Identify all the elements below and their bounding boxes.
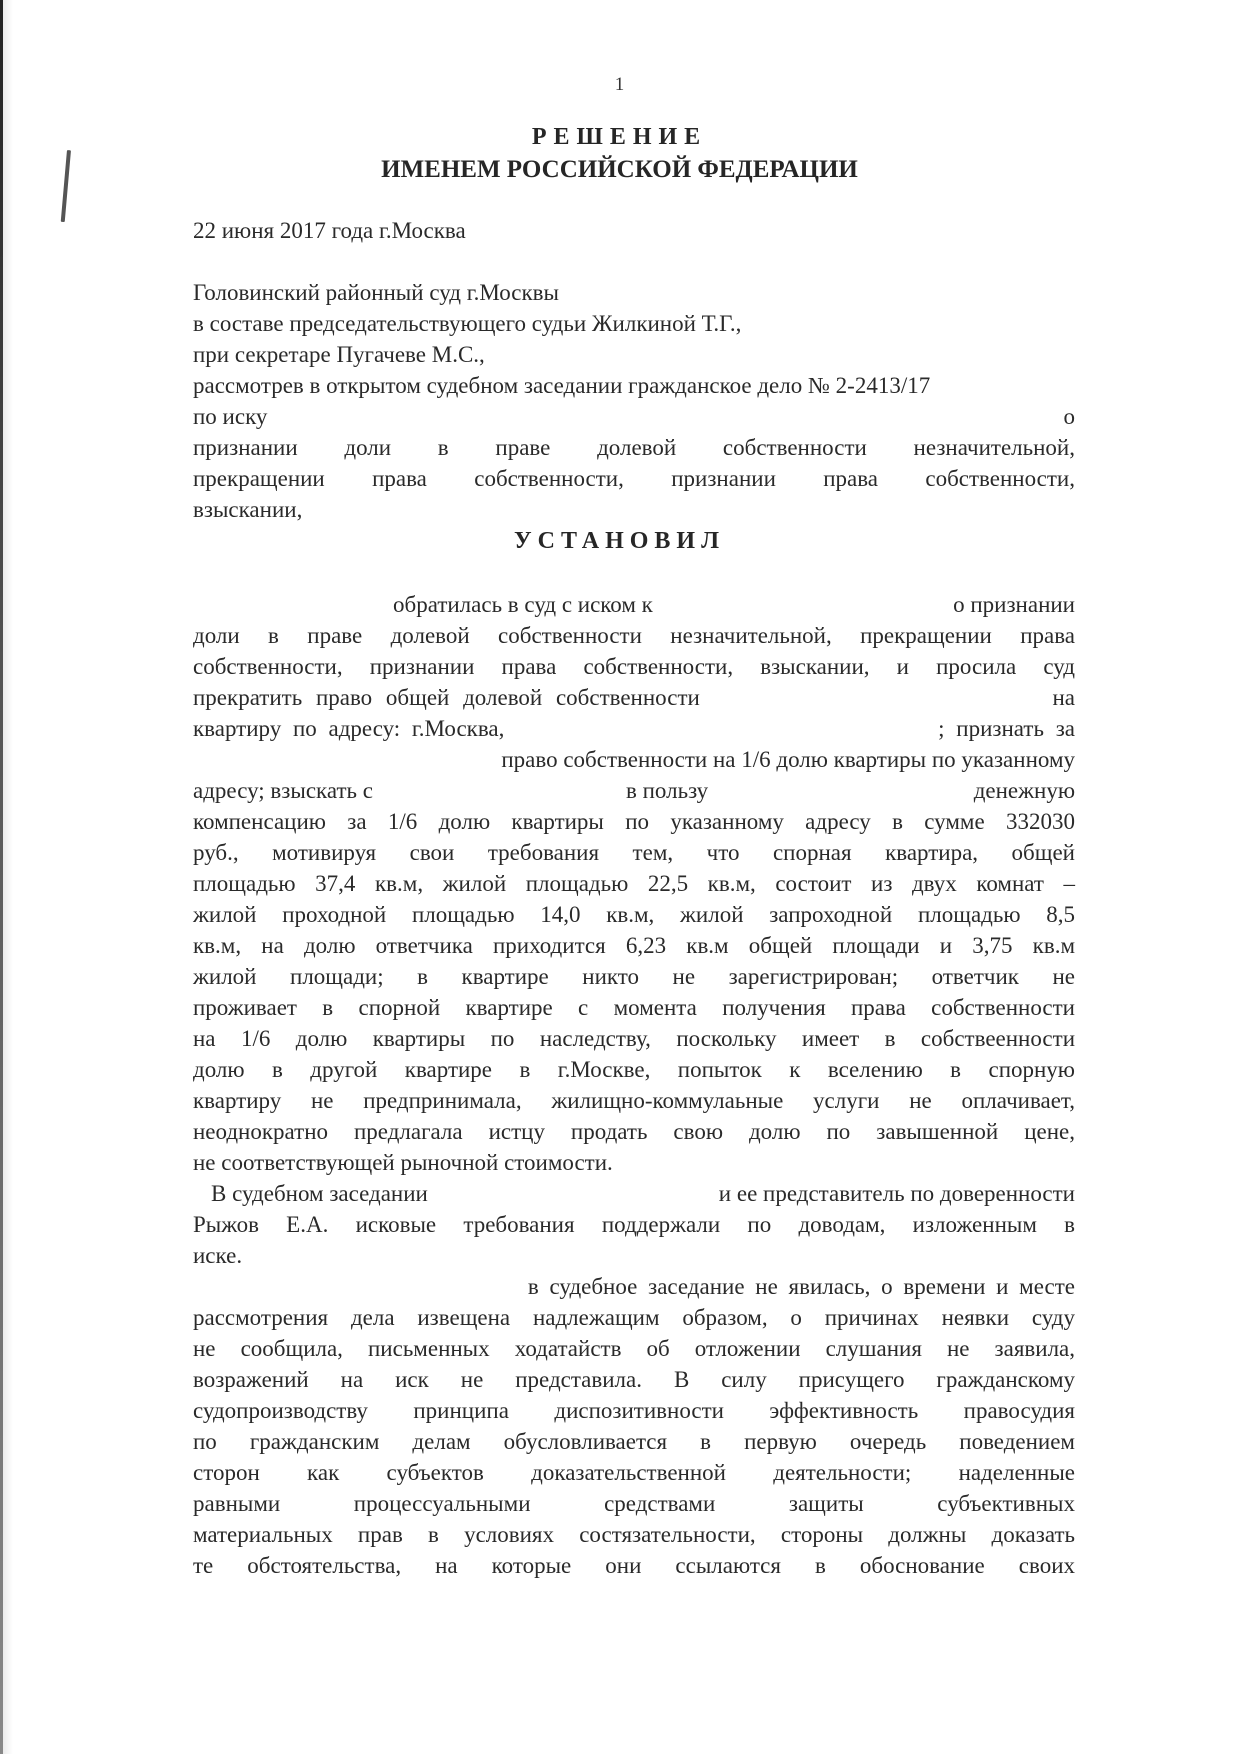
body-line: не соответствующей рыночной стоимости. [193,1150,613,1175]
body-fragment: денежную [973,778,1075,803]
claim-line [193,402,1075,432]
body-line: судопроизводству принципа диспозитивности эффективность правосудия [193,1398,1075,1423]
secretary-line: при секретаре Пугачеве М.С., [193,342,485,367]
body-line: по гражданским делам обусловливается в первую очередь поведением [193,1429,1075,1454]
body-fragment: квартиру по адресу: г.Москва, [193,716,505,741]
body-line: руб., мотивируя свои требования тем, что спорная квартира, общей [193,840,1075,865]
body-fragment: В судебном заседании [211,1181,428,1206]
body-fragment: обратилась в суд с иском к [393,592,653,617]
body-line: жилой проходной площадью 14,0 кв.м, жилой запроходной площадью 8,5 [193,902,1075,927]
judge-line: в составе председательствующего судьи Жилкиной Т.Г., [193,311,742,336]
page-number: 1 [614,74,625,95]
body-line: те обстоятельства, на которые они ссылаются в обоснование своих [193,1553,1075,1578]
po-isku-label: по иску [193,404,268,429]
body-line: доли в праве долевой собственности незначительной, прекращении права [193,623,1075,648]
body-fragment: в пользу [626,778,709,803]
body-fragment: о признании [953,592,1075,617]
body-line [193,714,1075,744]
body-fragment: и ее представитель по доверенности [718,1181,1075,1206]
body-line: сторон как субъектов доказательственной деятельности; наделенные [193,1460,1075,1485]
body-line: в судебное заседание не явилась, о времени и месте [527,1274,1075,1299]
body-line: не сообщила, письменных ходатайств об отложении слушания не заявила, [193,1336,1075,1361]
document-title: РЕШЕНИЕ [531,124,708,150]
body-line: неоднократно предлагала истцу продать свою долю по завышенной цене, [193,1119,1075,1144]
body-line: долю в другой квартире в г.Москве, попыток к вселению в спорную [193,1057,1075,1082]
body-line [193,776,1075,806]
body-line: равными процессуальными средствами защиты субъективных [193,1491,1075,1516]
body-line: квартиру не предпринимала, жилищно-коммулаьные услуги не оплачивает, [193,1088,1075,1113]
scan-edge-shadow [3,0,13,1754]
body-line: иске. [193,1243,243,1268]
body-line: проживает в спорной квартире с момента получения права собственности [193,995,1075,1020]
case-line: рассмотрев в открытом судебном заседании гражданское дело № 2-2413/17 [193,373,931,398]
body-line: собственности, признании права собственности, взыскании, и просила суд [193,654,1075,679]
body-line: возражений на иск не представила. В силу присущего гражданскому [193,1367,1075,1392]
claim-subject-line: взыскании, [193,497,303,522]
body-line [193,683,1075,713]
body-line: на 1/6 долю квартиры по наследству, поскольку имеет в собствеенности [193,1026,1075,1051]
body-line: Рыжов Е.А. исковые требования поддержали по доводам, изложенным в [193,1212,1075,1237]
date-place: 22 июня 2017 года г.Москва [193,218,466,243]
body-line [193,590,1075,620]
body-fragment: ; признать за [938,716,1075,741]
body-line [193,1179,1075,1209]
court-name: Головинский районный суд г.Москвы [193,280,559,305]
body-fragment: адресу; взыскать с [193,778,373,803]
body-fragment: на [1052,685,1075,710]
body-line: кв.м, на долю ответчика приходится 6,23 кв.м общей площади и 3,75 кв.м [193,933,1075,958]
body-line: материальных прав в условиях состязательности, стороны должны доказать [193,1522,1075,1547]
body-line: право собственности на 1/6 долю квартиры по указанному [501,747,1075,772]
body-line: жилой площади; в квартире никто не зарегистрирован; ответчик не [193,964,1075,989]
body-line: площадью 37,4 кв.м, жилой площадью 22,5 кв.м, состоит из двух комнат – [193,871,1075,896]
po-isku-o: о [1063,404,1075,429]
body-line: рассмотрения дела извещена надлежащим образом, о причинах неявки суду [193,1305,1075,1330]
claim-subject-line: признании доли в праве долевой собственности незначительной, [193,435,1075,460]
claim-subject-line: прекращении права собственности, признании права собственности, [193,466,1075,491]
body-line: компенсацию за 1/6 долю квартиры по указанному адресу в сумме 332030 [193,809,1075,834]
body-fragment: прекратить право общей долевой собственности [193,685,700,710]
section-heading: УСТАНОВИЛ [514,528,725,554]
document-subtitle: ИМЕНЕМ РОССИЙСКОЙ ФЕДЕРАЦИИ [381,156,858,183]
